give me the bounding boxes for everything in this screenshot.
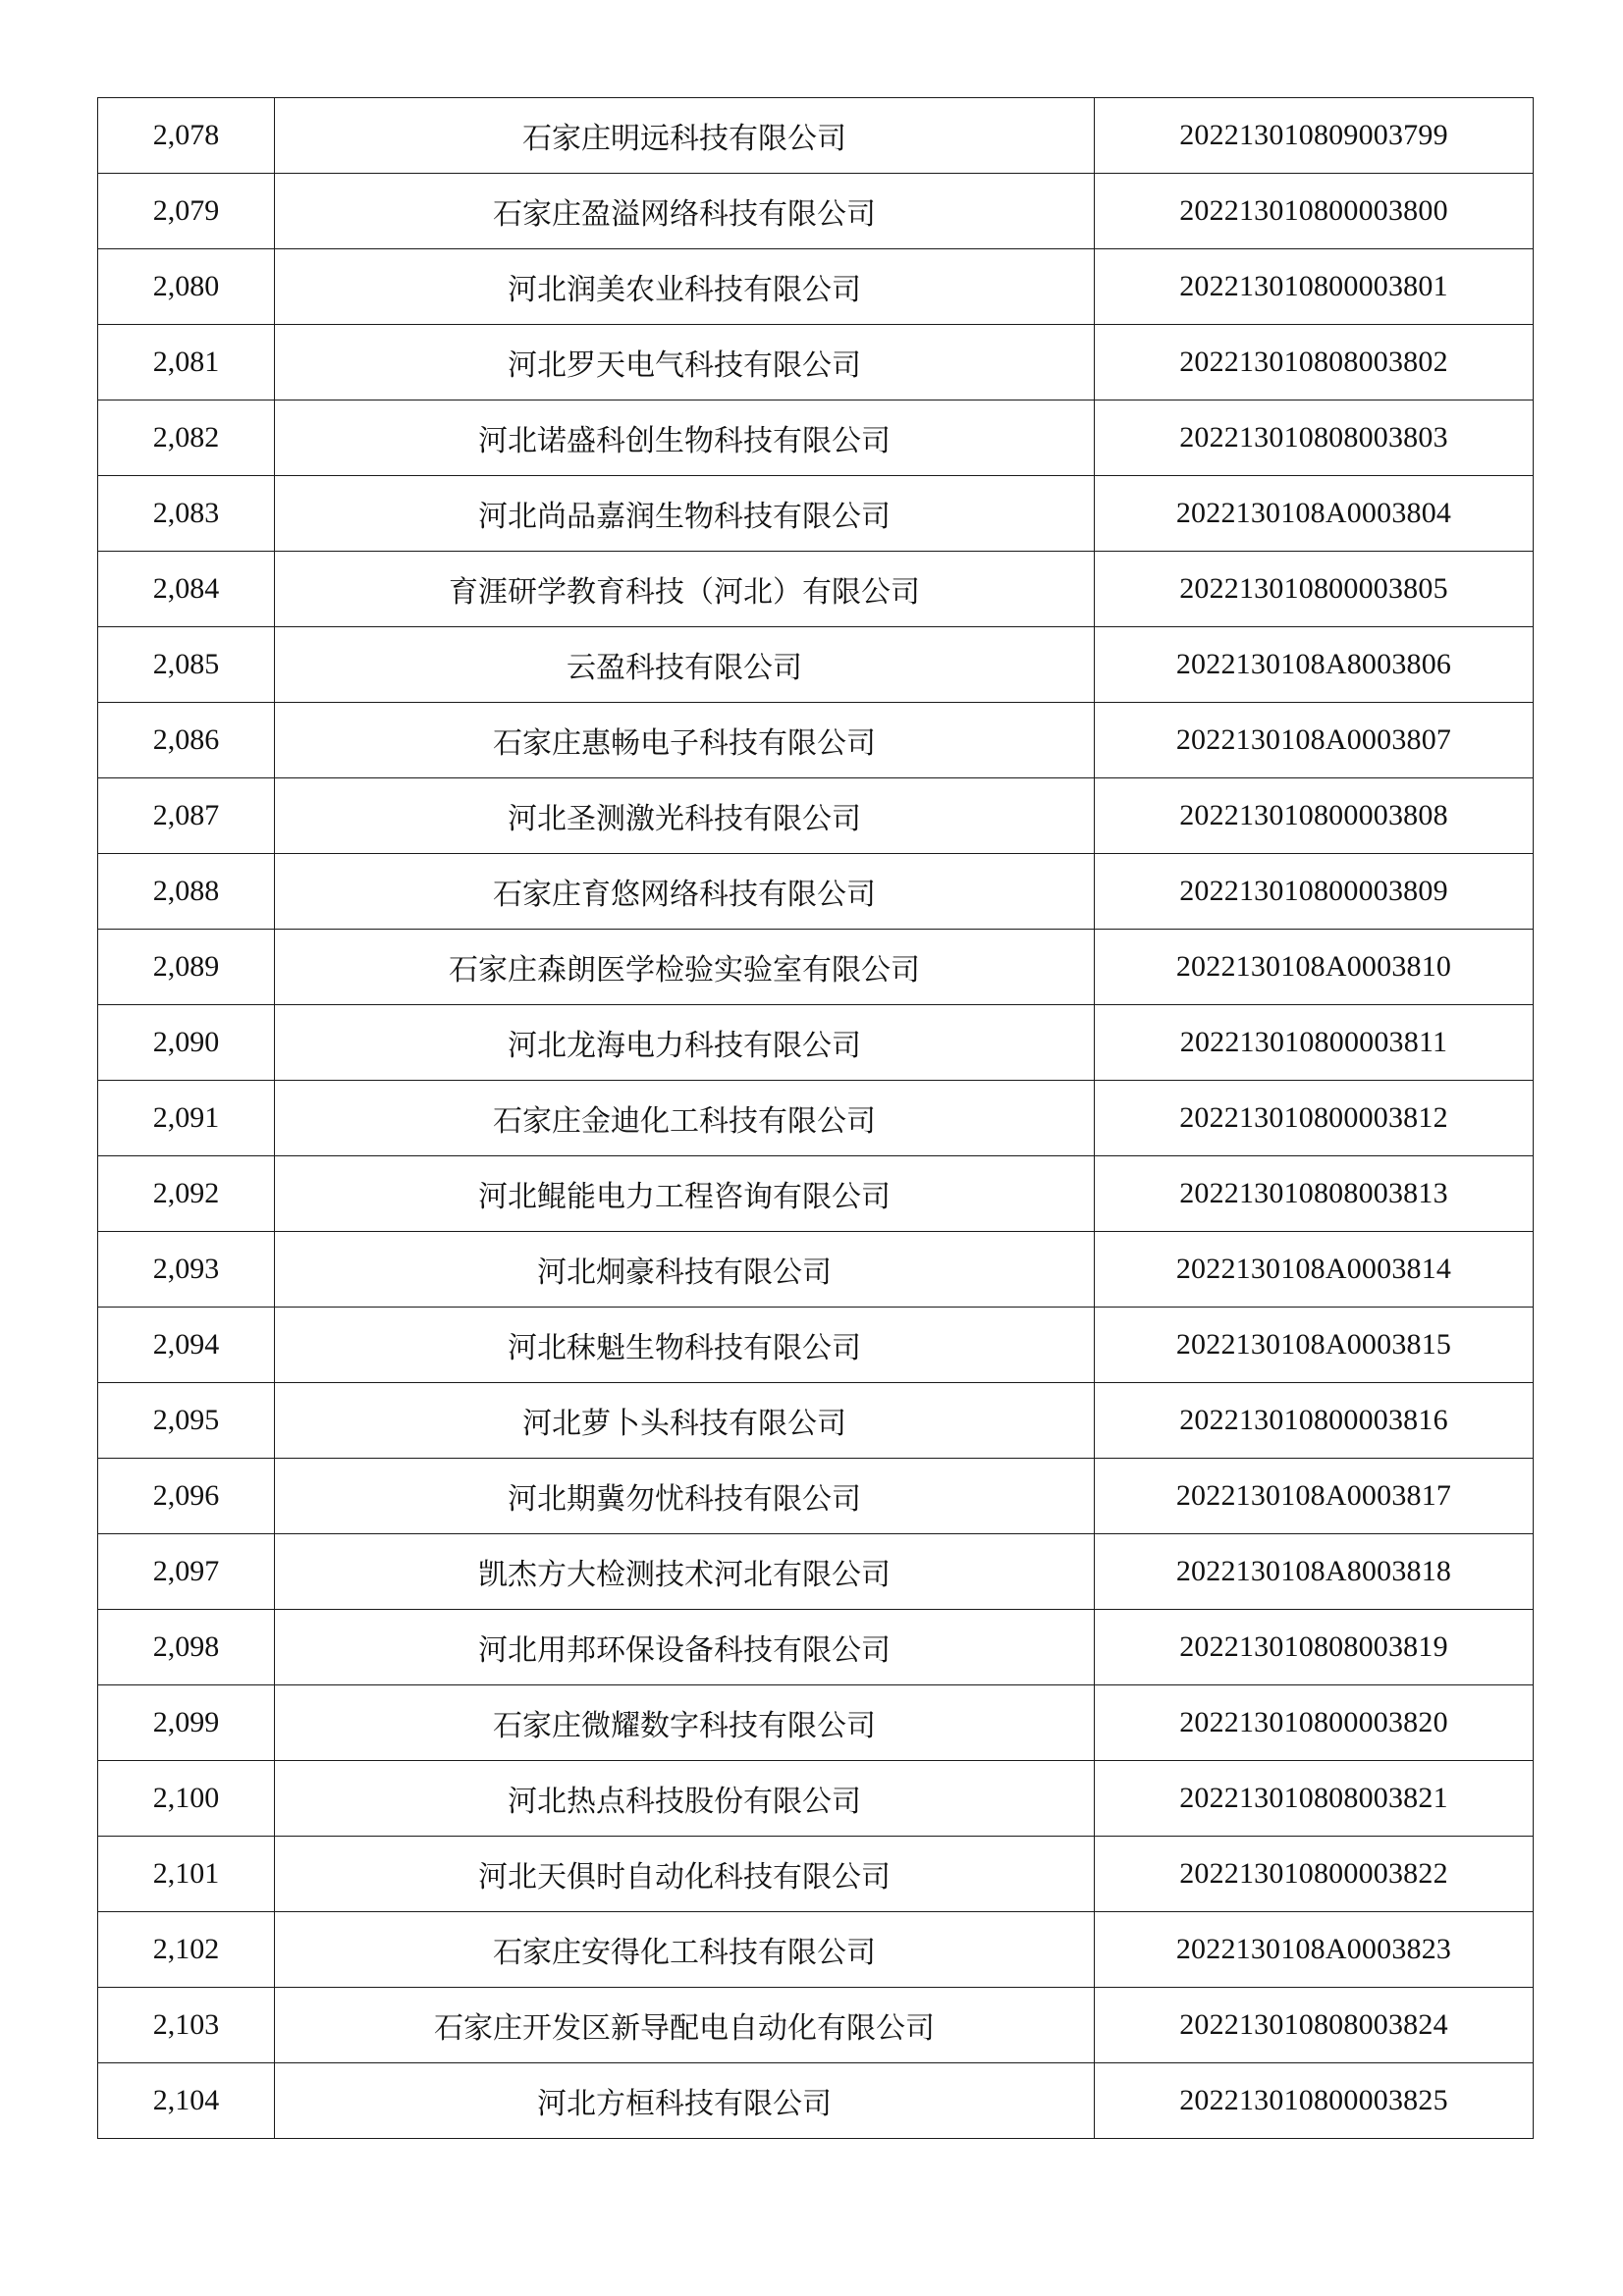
row-index-cell: 2,079 — [98, 174, 275, 249]
registration-code-cell: 202213010800003805 — [1095, 552, 1534, 627]
company-name-cell: 石家庄开发区新导配电自动化有限公司 — [275, 1988, 1095, 2063]
row-index-cell: 2,089 — [98, 930, 275, 1005]
registration-code-cell: 2022130108A0003807 — [1095, 703, 1534, 778]
table-row — [98, 1761, 1534, 1837]
registration-code-cell: 202213010800003800 — [1095, 174, 1534, 249]
company-name-cell: 河北期冀勿忧科技有限公司 — [275, 1459, 1095, 1534]
row-index-cell: 2,099 — [98, 1685, 275, 1761]
company-name-cell: 石家庄金迪化工科技有限公司 — [275, 1081, 1095, 1156]
registration-code-cell: 202213010808003819 — [1095, 1610, 1534, 1685]
row-index-cell: 2,104 — [98, 2063, 275, 2139]
registration-code-cell: 202213010800003816 — [1095, 1383, 1534, 1459]
table-row — [98, 1837, 1534, 1912]
row-index-cell: 2,100 — [98, 1761, 275, 1837]
table-row — [98, 1005, 1534, 1081]
registration-code-cell: 2022130108A0003814 — [1095, 1232, 1534, 1308]
row-index-cell: 2,083 — [98, 476, 275, 552]
company-name-cell: 石家庄盈溢网络科技有限公司 — [275, 174, 1095, 249]
table-row — [98, 1081, 1534, 1156]
registration-code-cell: 2022130108A0003810 — [1095, 930, 1534, 1005]
registration-code-cell: 202213010808003803 — [1095, 400, 1534, 476]
company-name-cell: 河北方桓科技有限公司 — [275, 2063, 1095, 2139]
row-index-cell: 2,098 — [98, 1610, 275, 1685]
company-name-cell: 石家庄微耀数字科技有限公司 — [275, 1685, 1095, 1761]
row-index-cell: 2,095 — [98, 1383, 275, 1459]
registration-code-cell: 202213010800003812 — [1095, 1081, 1534, 1156]
company-name-cell: 育涯研学教育科技（河北）有限公司 — [275, 552, 1095, 627]
registration-code-cell: 2022130108A8003806 — [1095, 627, 1534, 703]
table-row — [98, 98, 1534, 174]
registration-code-cell: 202213010800003822 — [1095, 1837, 1534, 1912]
company-name-cell: 河北天俱时自动化科技有限公司 — [275, 1837, 1095, 1912]
row-index-cell: 2,094 — [98, 1308, 275, 1383]
registration-code-cell: 2022130108A0003817 — [1095, 1459, 1534, 1534]
table-row — [98, 703, 1534, 778]
table-row — [98, 1685, 1534, 1761]
company-name-cell: 河北热点科技股份有限公司 — [275, 1761, 1095, 1837]
registration-code-cell: 202213010800003809 — [1095, 854, 1534, 930]
table-row — [98, 174, 1534, 249]
registration-code-cell: 202213010808003802 — [1095, 325, 1534, 400]
row-index-cell: 2,087 — [98, 778, 275, 854]
row-index-cell: 2,081 — [98, 325, 275, 400]
table-row — [98, 1459, 1534, 1534]
row-index-cell: 2,090 — [98, 1005, 275, 1081]
registration-code-cell: 202213010800003820 — [1095, 1685, 1534, 1761]
table-row — [98, 778, 1534, 854]
row-index-cell: 2,088 — [98, 854, 275, 930]
registration-code-cell: 2022130108A0003815 — [1095, 1308, 1534, 1383]
row-index-cell: 2,102 — [98, 1912, 275, 1988]
company-name-cell: 河北罗天电气科技有限公司 — [275, 325, 1095, 400]
table-row — [98, 249, 1534, 325]
table-row — [98, 930, 1534, 1005]
registration-code-cell: 202213010808003813 — [1095, 1156, 1534, 1232]
company-name-cell: 河北诺盛科创生物科技有限公司 — [275, 400, 1095, 476]
company-name-cell: 河北秣魁生物科技有限公司 — [275, 1308, 1095, 1383]
row-index-cell: 2,091 — [98, 1081, 275, 1156]
row-index-cell: 2,078 — [98, 98, 275, 174]
row-index-cell: 2,085 — [98, 627, 275, 703]
registration-code-cell: 202213010808003824 — [1095, 1988, 1534, 2063]
row-index-cell: 2,086 — [98, 703, 275, 778]
company-name-cell: 云盈科技有限公司 — [275, 627, 1095, 703]
registration-code-cell: 202213010800003801 — [1095, 249, 1534, 325]
registration-code-cell: 202213010809003799 — [1095, 98, 1534, 174]
row-index-cell: 2,097 — [98, 1534, 275, 1610]
table-row — [98, 1383, 1534, 1459]
table-row — [98, 1308, 1534, 1383]
company-name-cell: 石家庄育悠网络科技有限公司 — [275, 854, 1095, 930]
row-index-cell: 2,082 — [98, 400, 275, 476]
table-row — [98, 1610, 1534, 1685]
table-row — [98, 2063, 1534, 2139]
table-row — [98, 1534, 1534, 1610]
company-name-cell: 河北萝卜头科技有限公司 — [275, 1383, 1095, 1459]
company-name-cell: 河北用邦环保设备科技有限公司 — [275, 1610, 1095, 1685]
table-row — [98, 552, 1534, 627]
company-name-cell: 石家庄惠畅电子科技有限公司 — [275, 703, 1095, 778]
registration-code-cell: 202213010800003808 — [1095, 778, 1534, 854]
row-index-cell: 2,096 — [98, 1459, 275, 1534]
row-index-cell: 2,084 — [98, 552, 275, 627]
table-row — [98, 627, 1534, 703]
registration-code-cell: 2022130108A8003818 — [1095, 1534, 1534, 1610]
company-name-cell: 河北龙海电力科技有限公司 — [275, 1005, 1095, 1081]
company-registration-table — [97, 97, 1534, 2139]
table-row — [98, 325, 1534, 400]
registration-code-cell: 2022130108A0003804 — [1095, 476, 1534, 552]
row-index-cell: 2,092 — [98, 1156, 275, 1232]
table-row — [98, 400, 1534, 476]
company-name-cell: 石家庄明远科技有限公司 — [275, 98, 1095, 174]
company-name-cell: 河北鲲能电力工程咨询有限公司 — [275, 1156, 1095, 1232]
table-row — [98, 1988, 1534, 2063]
registration-code-cell: 202213010800003825 — [1095, 2063, 1534, 2139]
company-name-cell: 石家庄森朗医学检验实验室有限公司 — [275, 930, 1095, 1005]
registration-code-cell: 202213010808003821 — [1095, 1761, 1534, 1837]
row-index-cell: 2,080 — [98, 249, 275, 325]
row-index-cell: 2,101 — [98, 1837, 275, 1912]
company-name-cell: 河北圣测激光科技有限公司 — [275, 778, 1095, 854]
table-row — [98, 476, 1534, 552]
row-index-cell: 2,103 — [98, 1988, 275, 2063]
company-name-cell: 河北尚品嘉润生物科技有限公司 — [275, 476, 1095, 552]
registration-code-cell: 2022130108A0003823 — [1095, 1912, 1534, 1988]
table-row — [98, 1156, 1534, 1232]
table-row — [98, 1232, 1534, 1308]
company-name-cell: 河北炯豪科技有限公司 — [275, 1232, 1095, 1308]
table-body — [98, 98, 1534, 2139]
table-row — [98, 1912, 1534, 1988]
row-index-cell: 2,093 — [98, 1232, 275, 1308]
company-name-cell: 河北润美农业科技有限公司 — [275, 249, 1095, 325]
company-name-cell: 凯杰方大检测技术河北有限公司 — [275, 1534, 1095, 1610]
company-name-cell: 石家庄安得化工科技有限公司 — [275, 1912, 1095, 1988]
table-row — [98, 854, 1534, 930]
registration-code-cell: 202213010800003811 — [1095, 1005, 1534, 1081]
